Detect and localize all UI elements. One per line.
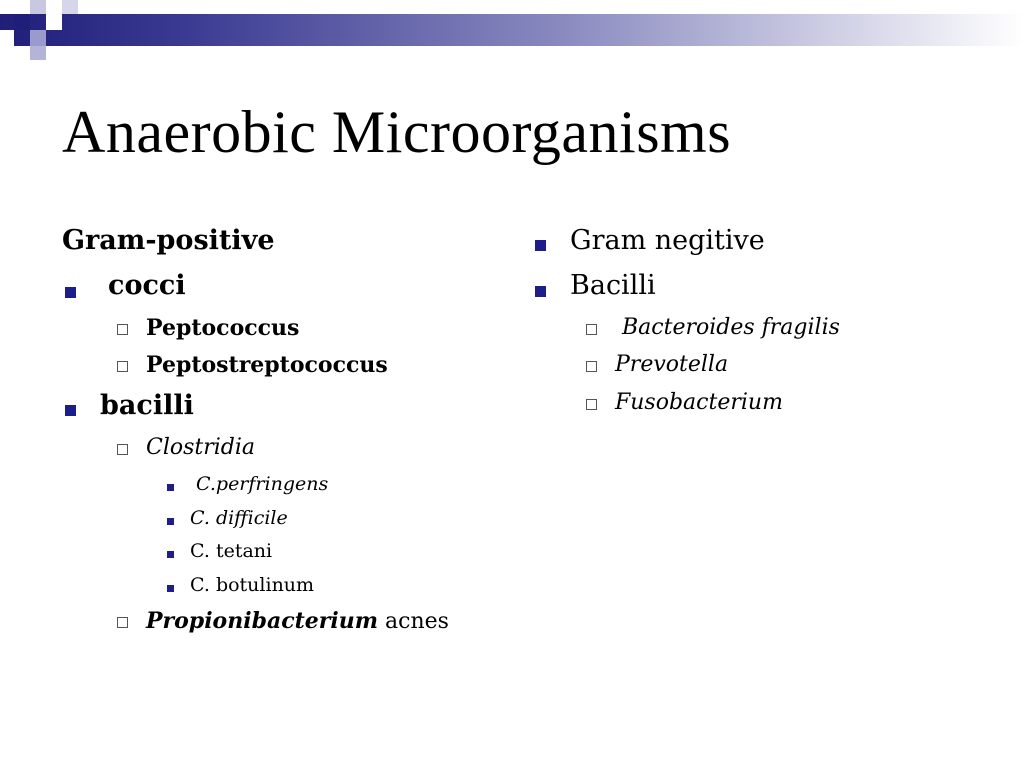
small-square-bullet-icon xyxy=(167,585,174,592)
header-gradient-band xyxy=(0,14,1024,46)
list-item: Gram negitive xyxy=(570,225,765,256)
hollow-square-bullet-icon xyxy=(586,399,597,410)
list-item: C. tetani xyxy=(190,540,273,562)
decor-square xyxy=(46,14,62,30)
list-item: C.perfringens xyxy=(196,473,329,495)
hollow-square-bullet-icon xyxy=(117,324,128,335)
list-item: Fusobacterium xyxy=(615,390,783,415)
decor-square xyxy=(0,0,14,14)
clostridia-label: Clostridia xyxy=(146,435,256,460)
decor-square xyxy=(14,14,30,30)
propionibacterium-item xyxy=(146,608,449,634)
slide-title: Anaerobic Microorganisms xyxy=(62,99,732,165)
decor-square xyxy=(30,0,46,14)
bullet-square-icon xyxy=(65,287,76,298)
list-item: C. difficile xyxy=(190,507,288,529)
hollow-square-bullet-icon xyxy=(586,324,597,335)
bullet-square-icon xyxy=(535,240,546,251)
decor-square xyxy=(30,46,46,60)
species-name: acnes xyxy=(385,609,449,634)
decor-square xyxy=(0,30,14,46)
bacilli-label: bacilli xyxy=(100,390,194,421)
bullet-square-icon xyxy=(535,286,546,297)
cocci-label: cocci xyxy=(108,270,186,301)
bullet-square-icon xyxy=(65,405,76,416)
hollow-square-bullet-icon xyxy=(117,444,128,455)
small-square-bullet-icon xyxy=(167,518,174,525)
list-item: Prevotella xyxy=(615,352,729,377)
list-item: C. botulinum xyxy=(190,574,315,596)
list-item: Bacilli xyxy=(570,270,656,301)
list-item: Peptococcus xyxy=(146,315,300,341)
small-square-bullet-icon xyxy=(167,484,174,491)
list-item: Peptostreptococcus xyxy=(146,352,388,378)
decor-square xyxy=(62,0,78,14)
gram-positive-heading: Gram-positive xyxy=(62,225,275,256)
hollow-square-bullet-icon xyxy=(586,361,597,372)
genus-name: Propionibacterium xyxy=(146,608,378,634)
hollow-square-bullet-icon xyxy=(117,617,128,628)
hollow-square-bullet-icon xyxy=(117,361,128,372)
small-square-bullet-icon xyxy=(167,551,174,558)
list-item: Bacteroides fragilis xyxy=(622,315,840,340)
decor-square xyxy=(30,30,46,46)
